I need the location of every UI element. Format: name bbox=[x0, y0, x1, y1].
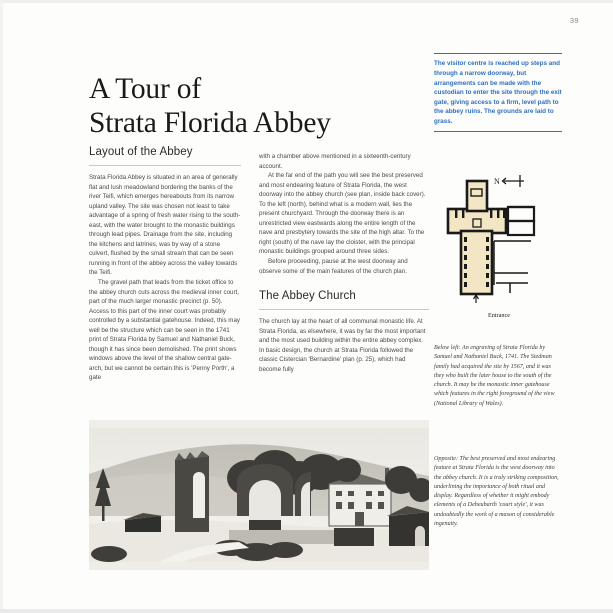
plan-entrance-label: Entrance bbox=[488, 312, 510, 319]
margin-caption-opposite: Opposite: The best preserved and most endearing feature at Strata Florida is the west doorway into the abbey church. It is a truly striking composition, underlining the importance of both ritual and display. Regardless of whether it might embody elements of a Deheubarth 'court style', it was undoubtedly the work of a mason of considerable ingenuity. bbox=[434, 456, 559, 528]
left-paragraph-2: The gravel path that leads from the ticket office to the abbey church cuts across the medieval inner court, part of the much larger monastic precinct (p. 50). Access to this part of the inner court was probably controlled by a substantial gatehouse. Indeed, this may well be the structure which can be seen in the 1741 print of Strata Florida by Samuel and Nathaniel Buck, though it has since been demolished. The print shows windows above the level of the shallow central gate-arch, but we cannot be certain this is 'Penny Porth', a gate bbox=[89, 279, 241, 382]
compass-arrow bbox=[503, 175, 525, 187]
right-paragraph-3: Before proceeding, pause at the west doorway and observe some of the main features of the church plan. bbox=[259, 258, 408, 275]
page-edge-left bbox=[0, 0, 3, 613]
church-footprint bbox=[448, 181, 506, 294]
right-column bbox=[259, 152, 429, 374]
precinct-walls bbox=[494, 241, 531, 293]
page-title bbox=[89, 72, 429, 140]
page-edge-bottom bbox=[0, 609, 613, 613]
visitor-information-note bbox=[434, 53, 562, 132]
right-heading-rule bbox=[259, 309, 429, 310]
left-heading-rule bbox=[89, 165, 241, 166]
margin-caption-below-left: Below left: An engraving of Strata Florida by Samuel and Nathaniel Buck, 1741. The Stedman family had acquired the site by 1567, and it was they who built the later house to the south of the church. It may be the monastic inner gatehouse which features in the right foreground of the view (National Library of Wales). bbox=[434, 345, 555, 407]
right-paragraph-1: with a chamber above mentioned in a sixteenth-century account. bbox=[259, 153, 411, 170]
page-title-line-2: Strata Florida Abbey bbox=[89, 106, 331, 139]
engraving-wall bbox=[229, 530, 334, 544]
engraving-ruin-tower bbox=[175, 451, 209, 532]
page-title-line-1: A Tour of bbox=[89, 72, 201, 105]
page-edge-top bbox=[0, 0, 613, 3]
abbey-plan-diagram bbox=[436, 163, 562, 329]
page-number: 39 bbox=[569, 16, 579, 25]
note-text: The visitor centre is reached up steps and through a narrow doorway, but arrangements can be made with the custodian to enter the site through the exit gate, giving access to a firm, level path to the abbey ruins. The grounds are laid to grass. bbox=[434, 60, 562, 125]
right-paragraph-4: The church lay at the heart of all communal monastic life. At Strata Florida, as elsewhere, it was by far the most important and the most used building within the entire abbey complex. In basic design, the church at Strata Florida followed the classic Cistercian 'Bernardine' plan (p. 25), which had become fully bbox=[259, 318, 426, 373]
left-column-heading: Layout of the Abbey bbox=[89, 146, 193, 158]
left-column bbox=[89, 145, 241, 383]
left-paragraph-1: Strata Florida Abbey is situated in an area of generally flat and lush meadowland bordering the banks of the river Teifi, which emerges hereabouts from its narrow upland valley. The site was chosen not least to take advantage of a spring of fresh water rising to the south-east, with the water brought to the monastic buildings through lead pipes. Drainage from the site, including the kitchens and latrines, was by way of a stone culvert, flushed by the small stream that can be seen running in front of the abbey across the valley towards the Teifi. bbox=[89, 174, 241, 277]
abbey-plan-svg bbox=[436, 163, 562, 313]
engraving-illustration bbox=[89, 420, 429, 570]
right-column-heading: The Abbey Church bbox=[259, 290, 356, 303]
compass-north-label: N bbox=[494, 177, 500, 186]
engraving-plate bbox=[89, 420, 429, 570]
cloister-block bbox=[508, 207, 534, 235]
ruin-window bbox=[193, 472, 205, 518]
note-bottom-rule bbox=[434, 131, 562, 132]
right-paragraph-2: At the far end of the path you will see the best preserved and most endearing feature of Strata Florida, the west doorway into the abbey church (see plan, inside back cover). To the left (north), behind what is a modern wall, lies the present churchyard. Through the doorway there is an unrestricted view eastwards along the entire length of the nave and presbytery towards the site of the high altar. To the right (south) of the nave lay the cloister, with the principal monastic buildings grouped around three sides. bbox=[259, 172, 426, 256]
